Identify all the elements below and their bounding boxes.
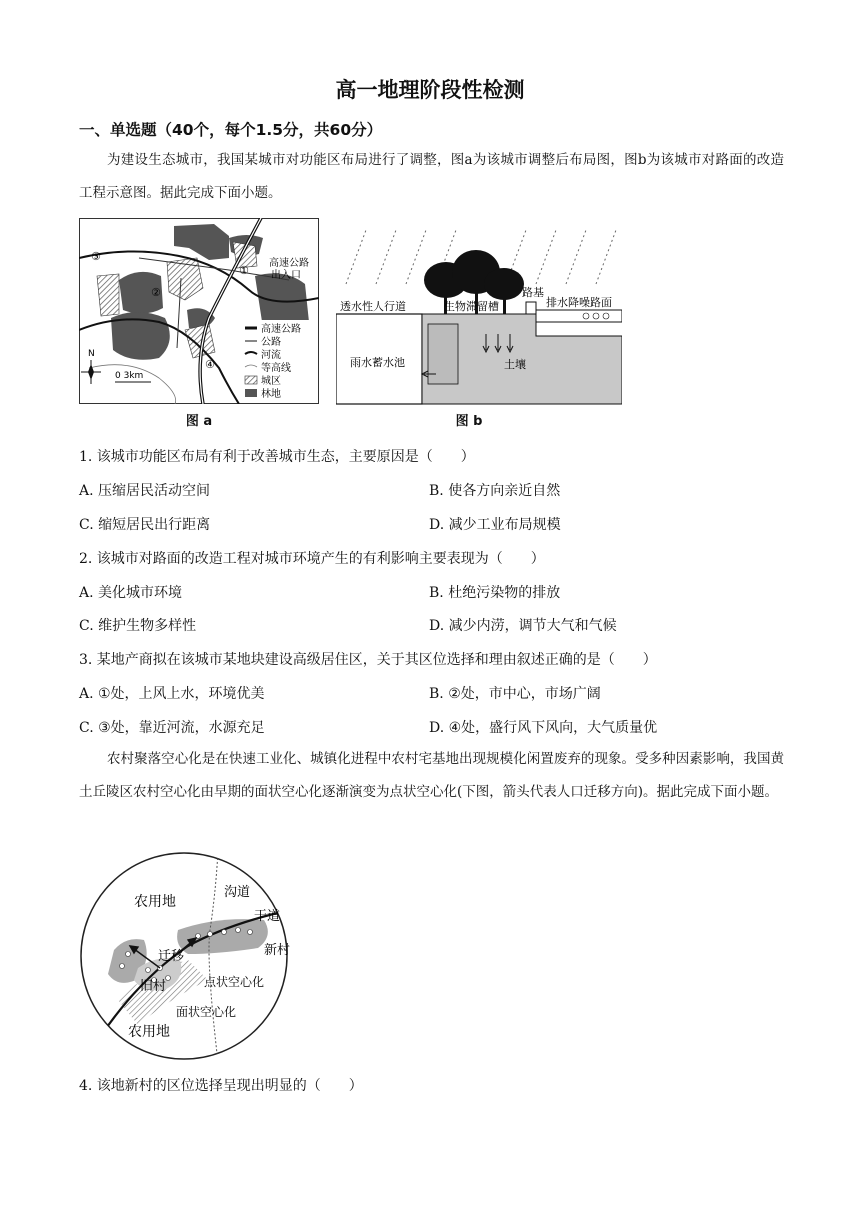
mark-1: ① <box>239 264 249 277</box>
mark-4: ④ <box>205 358 215 371</box>
label-gully: 沟道 <box>224 885 251 900</box>
label-road: 排水降噪路面 <box>546 296 612 309</box>
highway-entrance-label: 高速公路 <box>269 258 309 269</box>
label-soil: 土壤 <box>504 358 526 371</box>
question-2-option-b[interactable]: B. 杜绝污染物的排放 <box>429 585 561 601</box>
question-3-option-a[interactable]: A. ①处，上风上水，环境优美 <box>79 686 265 702</box>
label-trunk-road: 干道 <box>254 909 281 924</box>
figure-a-caption: 图 a <box>185 414 213 429</box>
svg-text:河流: 河流 <box>261 350 281 361</box>
question-1-stem: 1. 该城市功能区布局有利于改善城市生态，主要原因是（ ） <box>79 449 475 465</box>
question-3-option-c[interactable]: C. ③处，靠近河流，水源充足 <box>79 720 265 736</box>
svg-text:公路: 公路 <box>261 337 281 348</box>
mark-2: ② <box>151 286 161 299</box>
label-point-hollow: 点状空心化 <box>204 975 265 989</box>
section-heading: 一、单选题（40个，每个1.5分，共60分） <box>79 121 383 139</box>
highway-entrance-label: 出入口 <box>271 270 301 281</box>
svg-text:等高线: 等高线 <box>261 363 291 374</box>
scale-label: 0 3km <box>115 371 144 381</box>
label-area-hollow: 面状空心化 <box>176 1005 237 1019</box>
label-roadbed: 路基 <box>522 286 544 299</box>
passage-2: 农村聚落空心化是在快速工业化、城镇化进程中农村宅基地出现规模化闲置废弃的现象。受多种因素影响，我国黄土丘陵区农村空心化由早期的面状空心化逐渐演变为点状空心化(下图，箭头代表人口迁移方向)。据此完成下面小题。 <box>79 751 784 800</box>
label-migration: 迁移 <box>158 949 185 964</box>
north-label: N <box>88 349 95 359</box>
question-1-option-c[interactable]: C. 缩短居民出行距离 <box>79 517 211 533</box>
question-1-option-a[interactable]: A. 压缩居民活动空间 <box>79 483 211 499</box>
figure-b <box>336 224 622 406</box>
question-3-stem: 3. 某地产商拟在该城市某地块建设高级居住区，关于其区位选择和理由叙述正确的是（ ） <box>79 652 657 668</box>
label-pool: 雨水蓄水池 <box>350 356 405 369</box>
figure-a <box>79 218 319 404</box>
question-2-option-c[interactable]: C. 维护生物多样性 <box>79 618 197 634</box>
svg-text:林地: 林地 <box>261 389 281 400</box>
label-channel: 生物滞留槽 <box>444 300 499 313</box>
question-2-option-a[interactable]: A. 美化城市环境 <box>79 585 183 601</box>
page-title: 高一地理阶段性检测 <box>335 78 525 102</box>
label-sidewalk: 透水性人行道 <box>340 300 406 313</box>
mark-3: ③ <box>91 250 101 263</box>
svg-text:城区: 城区 <box>261 376 281 387</box>
passage-1: 为建设生态城市，我国某城市对功能区布局进行了调整，图a为该城市调整后布局图，图b为该城市对路面的改造工程示意图。据此完成下面小题。 <box>79 152 784 201</box>
legend <box>241 320 317 402</box>
label-farmland-bottom: 农用地 <box>128 1024 170 1040</box>
question-3-option-b[interactable]: B. ②处，市中心，市场广阔 <box>429 686 601 702</box>
figure-b-caption: 图 b <box>455 414 483 429</box>
urban-area <box>97 274 119 316</box>
figure-hollowing <box>78 850 290 1062</box>
question-1-option-b[interactable]: B. 使各方向亲近自然 <box>429 483 561 499</box>
question-2-stem: 2. 该城市对路面的改造工程对城市环境产生的有利影响主要表现为（ ） <box>79 551 545 567</box>
question-1-option-d[interactable]: D. 减少工业布局规模 <box>429 517 561 533</box>
question-2-option-d[interactable]: D. 减少内涝，调节大气和气候 <box>429 618 617 634</box>
label-old-village: 旧村 <box>140 979 167 994</box>
bio-channel <box>428 324 458 384</box>
label-new-village: 新村 <box>264 943 290 958</box>
question-4-stem: 4. 该地新村的区位选择呈现出明显的（ ） <box>79 1078 363 1094</box>
svg-text:高速公路: 高速公路 <box>261 324 301 335</box>
label-farmland-top: 农用地 <box>134 894 176 910</box>
question-3-option-d[interactable]: D. ④处，盛行风下风向，大气质量优 <box>429 720 658 736</box>
